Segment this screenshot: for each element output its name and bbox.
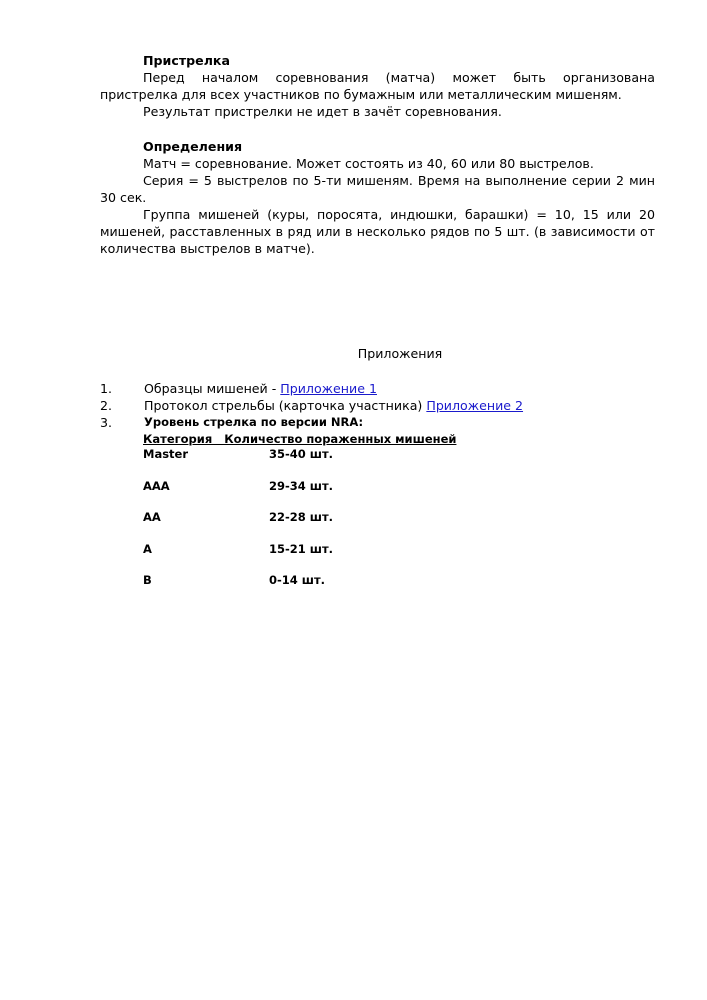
- definitions-paragraph-1: Матч = соревнование. Может состоять из 40, 60 или 80 выстрелов.: [143, 156, 594, 171]
- count-cell: 15-21 шт.: [269, 541, 334, 556]
- count-cell: 35-40 шт.: [269, 447, 334, 461]
- appendix-2-link[interactable]: Приложение 2: [426, 398, 524, 413]
- table-row: [143, 542, 456, 574]
- zeroing-paragraph-1: Перед началом соревнования (матча) может быть организована пристрелка для всех участников по бумажным или металлическим мишеням.: [100, 70, 655, 102]
- nra-level-title: Уровень стрелка по версии NRA:: [144, 415, 364, 429]
- definitions-paragraph-2: Серия = 5 выстрелов по 5-ти мишеням. Время на выполнение серии 2 мин 30 сек.: [100, 173, 655, 205]
- list-number: 3.: [100, 415, 113, 430]
- list-text: Протокол стрельбы (карточка участника) Приложение 2: [144, 398, 524, 413]
- category-cell: A: [143, 541, 152, 556]
- list-item: [100, 397, 660, 414]
- appendices-list: [100, 380, 660, 431]
- category-cell: AAA: [143, 478, 170, 493]
- count-cell: 0-14 шт.: [269, 573, 326, 587]
- list-item: [100, 414, 660, 431]
- table-row: [143, 510, 456, 542]
- table-header: Категория Количество пораженных мишеней: [143, 432, 457, 446]
- definitions-paragraph-3: Группа мишеней (куры, поросята, индюшки, барашки) = 10, 15 или 20 мишеней, расставленных в ряд или в несколько рядов по 5 шт. (в зависимости от количества выстрелов в матче).: [100, 207, 655, 256]
- table-row: [143, 447, 456, 479]
- table-row: [143, 479, 456, 511]
- list-number: 2.: [100, 398, 113, 413]
- appendices-title: Приложения: [357, 346, 443, 361]
- appendix-1-link[interactable]: Приложение 1: [280, 381, 377, 396]
- list-text: Образцы мишеней - Приложение 1: [144, 381, 377, 396]
- nra-level-table: [143, 432, 456, 605]
- category-cell: AA: [143, 510, 161, 524]
- section-title-definitions: Определения: [143, 139, 243, 154]
- category-cell: B: [143, 573, 152, 587]
- document-body: [100, 52, 655, 257]
- list-item: [100, 380, 660, 397]
- count-cell: 22-28 шт.: [269, 510, 334, 524]
- section-title-zeroing: Пристрелка: [143, 53, 230, 68]
- zeroing-paragraph-2: Результат пристрелки не идет в зачёт соревнования.: [143, 104, 502, 119]
- count-cell: 29-34 шт.: [269, 478, 334, 493]
- table-row: [143, 573, 456, 605]
- category-cell: Master: [143, 447, 189, 461]
- list-number: 1.: [100, 381, 113, 396]
